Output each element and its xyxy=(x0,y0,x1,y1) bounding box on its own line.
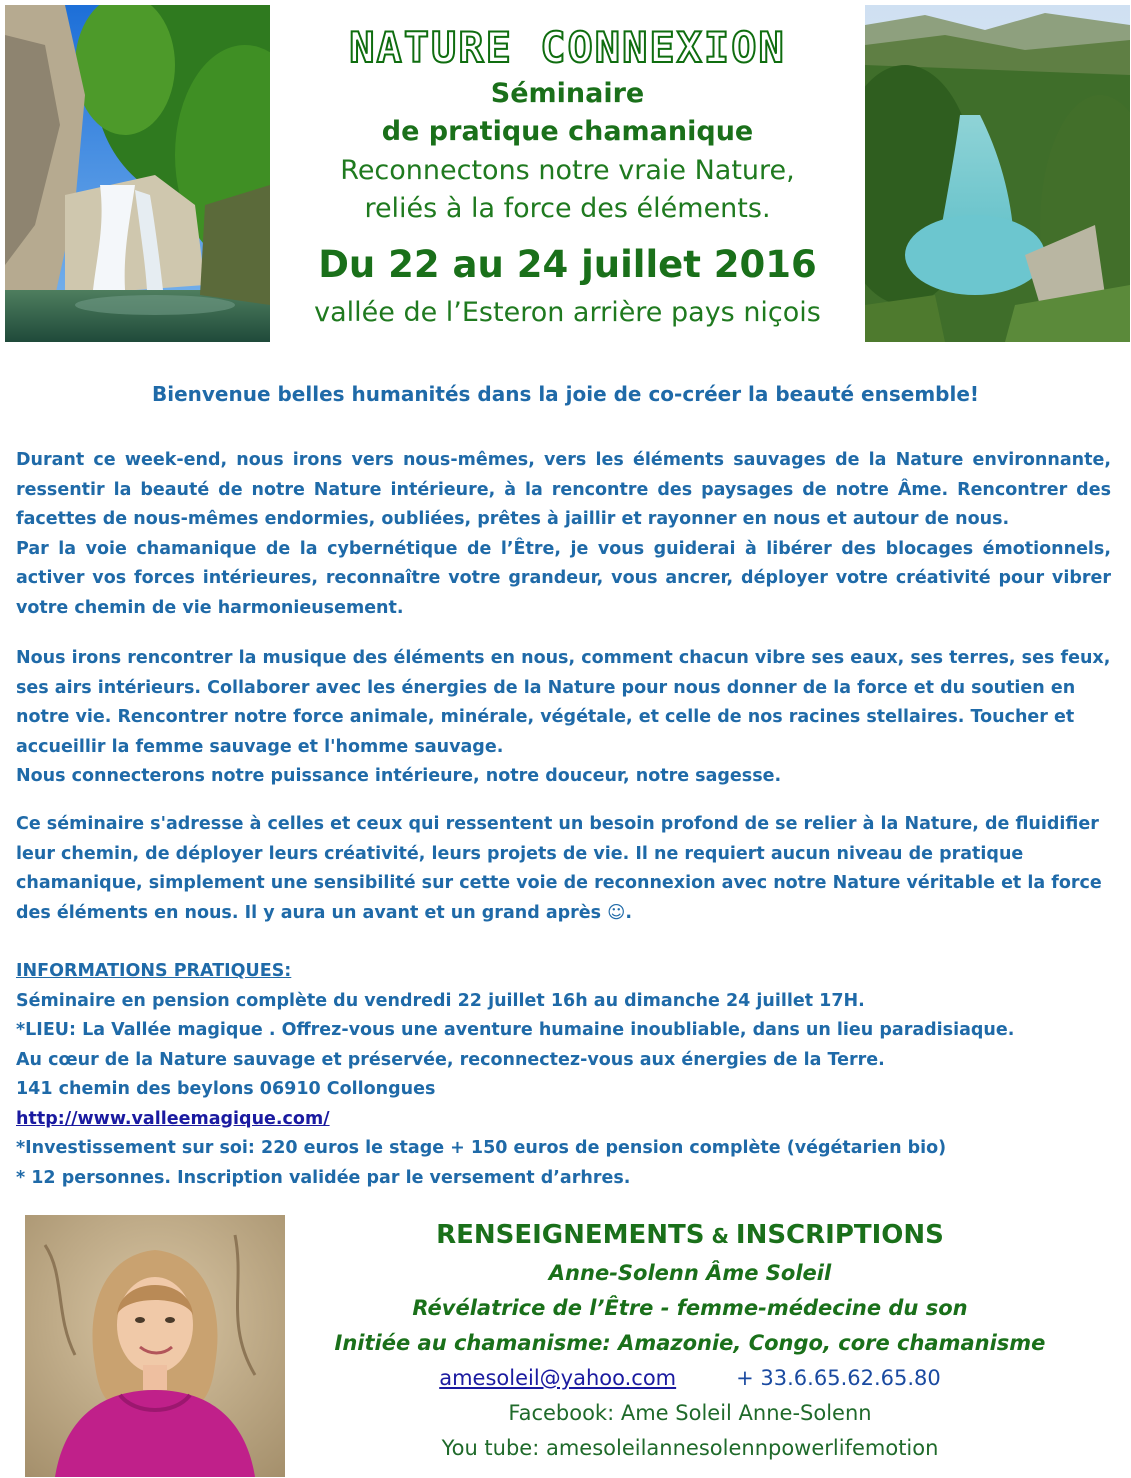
elements-paragraph xyxy=(16,644,1111,792)
waterfall-photo xyxy=(5,5,270,342)
event-subtitle: Séminaire xyxy=(490,78,645,109)
event-dates: Du 22 au 24 juillet 2016 xyxy=(318,243,817,286)
info-schedule: Séminaire en pension complète du vendredi 22 juillet 16h au dimanche 24 juillet 17H. xyxy=(16,990,865,1011)
info-price: *Investissement sur soi: 220 euros le stage + 150 euros de pension complète (végétarien bio) xyxy=(16,1138,947,1158)
header xyxy=(275,12,860,332)
youtube-info: You tube: amesoleilannesolennpowerlifemotion xyxy=(441,1436,939,1460)
contact-title-part-1: RENSEIGNEMENTS xyxy=(436,1220,705,1250)
intro-paragraph-part-1: Durant ce week-end, nous irons vers nous-mêmes, vers les éléments sauvages de la Nature environnante, ressentir la beauté de notre Nature intérieure, à la rencontre des paysages de notre Âme. Rencontrer des facettes de nous-mêmes endormies, oubliées, prêtes à jaillir et rayonner en nous et autour de nous. xyxy=(16,450,1111,529)
organizer-role: Révélatrice de l’Être - femme-médecine du son xyxy=(412,1296,968,1320)
venue-website-link[interactable]: http://www.valleemagique.com/ xyxy=(16,1108,330,1129)
elements-paragraph-part-2: Nous connecterons notre puissance intérieure, notre douceur, notre sagesse. xyxy=(16,766,782,786)
practical-info-title: INFORMATIONS PRATIQUES: xyxy=(16,961,292,981)
phone-number: + 33.6.65.62.65.80 xyxy=(736,1366,941,1390)
event-title: NATURE CONNEXION xyxy=(349,23,786,72)
info-venue: *LIEU: La Vallée magique . Offrez-vous une aventure humaine inoubliable, dans un lieu paradisiaque. xyxy=(16,1020,1015,1040)
event-location: vallée de l’Esteron arrière pays niçois xyxy=(314,297,821,328)
audience-paragraph: Ce séminaire s'adresse à celles et ceux qui ressentent un besoin profond de se relier à la Nature, de fluidifier leur chemin, de déployer leurs créativité, leurs projets de vie. Il ne requiert aucun niveau de pratique chamanique, simplement une sensibilité sur cette voie de reconnexion avec notre Nature véritable et la force des éléments en nous. Il y aura un avant et un grand après ☺. xyxy=(16,814,1102,923)
intro-paragraph-part-2: Par la voie chamanique de la cybernétique de l’Être, je vous guiderai à libérer des blocages émotionnels, activer vos forces intérieures, reconnaître votre grandeur, vous ancrer, déployer votre créativité pour vibrer votre chemin de vie harmonieusement. xyxy=(16,538,1111,618)
organizer-name: Anne-Solenn Âme Soleil xyxy=(548,1261,832,1285)
email-link[interactable]: amesoleil@yahoo.com xyxy=(439,1366,677,1390)
elements-paragraph-part-1: Nous irons rencontrer la musique des éléments en nous, comment chacun vibre ses eaux, ses terres, ses feux, ses airs intérieurs. Collaborer avec les énergies de la Nature pour nous donner de la force et du soutien en notre vie. Rencontrer notre force animale, minérale, végétale, et celle de nos racines stellaires. Toucher et accueillir la femme sauvage et l'homme sauvage. xyxy=(16,648,1111,757)
event-subtitle-2: de pratique chamanique xyxy=(381,116,754,147)
welcome-heading: Bienvenue belles humanités dans la joie de co-créer la beauté ensemble! xyxy=(151,382,980,406)
info-capacity: * 12 personnes. Inscription validée par le versement d’arhres. xyxy=(16,1167,631,1188)
portrait-photo xyxy=(25,1215,285,1477)
contact-title xyxy=(300,1215,1080,1256)
contact-details xyxy=(300,1361,1080,1396)
practical-info xyxy=(16,957,1111,1193)
info-address: 141 chemin des beylons 06910 Collongues xyxy=(16,1079,436,1099)
info-venue-description: Au cœur de la Nature sauvage et préservée, reconnectez-vous aux énergies de la Terre. xyxy=(16,1049,885,1070)
contact-title-ampersand: & xyxy=(704,1224,736,1248)
tagline-line-1: Reconnectons notre vraie Nature, xyxy=(340,155,795,186)
river-valley-photo xyxy=(865,5,1130,342)
facebook-info: Facebook: Ame Soleil Anne-Solenn xyxy=(508,1401,872,1425)
organizer-initiation: Initiée au chamanisme: Amazonie, Congo, core chamanisme xyxy=(334,1331,1046,1355)
intro-paragraph xyxy=(16,446,1111,623)
contact-title-part-2: INSCRIPTIONS xyxy=(735,1220,944,1250)
contact-section xyxy=(300,1215,1080,1466)
tagline-line-2: reliés à la force des éléments. xyxy=(364,193,771,224)
